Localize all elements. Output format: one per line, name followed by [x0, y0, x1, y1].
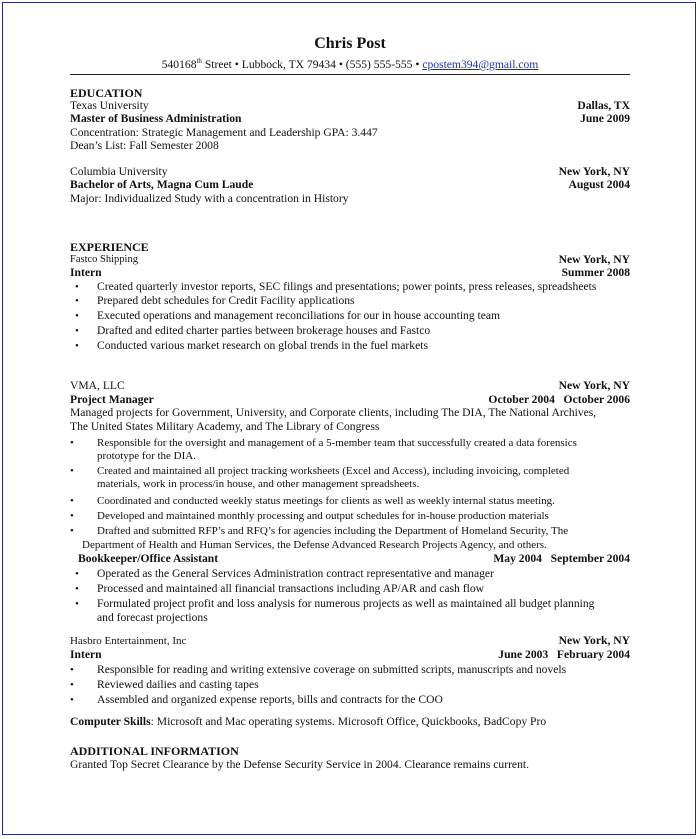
- bullet-marker: •: [70, 465, 74, 477]
- city: Lubbock, TX 79434: [241, 58, 336, 71]
- bullet-marker: •: [70, 694, 74, 706]
- education-detail: Major: Individualized Study with a concentration in History: [70, 192, 349, 205]
- header-divider: [70, 74, 630, 75]
- bullet-text: Developed and maintained monthly processing and output schedules for in-house production materials: [97, 510, 549, 522]
- bullet-text-cont: and forecast projections: [97, 611, 208, 624]
- bullet-text: Operated as the General Services Administration contract representative and manager: [97, 567, 494, 580]
- additional-heading: ADDITIONAL INFORMATION: [70, 744, 239, 758]
- bullet-marker: •: [75, 281, 79, 293]
- bullet-marker: •: [70, 525, 74, 537]
- contact-line: [0, 58, 700, 72]
- degree-date: June 2009: [580, 112, 630, 125]
- bullet-marker: •: [75, 310, 79, 322]
- bullet-text: Conducted various market research on global trends in the fuel markets: [97, 339, 428, 352]
- company-name: Fastco Shipping: [70, 254, 138, 265]
- bullet-marker: •: [75, 295, 79, 307]
- email-link[interactable]: cpostem394@gmail.com: [422, 58, 539, 71]
- job-role: Bookkeeper/Office Assistant: [78, 552, 219, 565]
- skills-label: Computer Skills: [70, 715, 151, 728]
- street-suffix: th: [196, 57, 202, 66]
- company-location: New York, NY: [558, 634, 630, 647]
- bullet-text: Drafted and edited charter parties between brokerage houses and Fastco: [97, 324, 431, 337]
- job-role: Intern: [70, 648, 102, 661]
- job-role: Intern: [70, 266, 102, 279]
- bullet-marker: •: [75, 325, 79, 337]
- school-name: Texas University: [70, 99, 149, 112]
- phone: (555) 555-555: [345, 58, 413, 71]
- bullet-text-cont: prototype for the DIA.: [97, 450, 196, 462]
- bullet-text: Responsible for the oversight and management of a 5-member team that successfully created a data forensics: [97, 437, 577, 449]
- bullet-text: Created and maintained all project tracking worksheets (Excel and Access), including invoicing, completed: [97, 465, 570, 477]
- computer-skills: [70, 715, 546, 729]
- education-heading: EDUCATION: [70, 86, 143, 100]
- experience-heading: EXPERIENCE: [70, 240, 149, 254]
- skills-text: : Microsoft and Mac operating systems. Microsoft Office, Quickbooks, BadCopy Pro: [150, 715, 547, 728]
- degree: Master of Business Administration: [70, 112, 242, 125]
- degree: Bachelor of Arts, Magna Cum Laude: [70, 178, 254, 191]
- street-name: Street: [201, 58, 232, 71]
- company-name: VMA, LLC: [70, 379, 125, 392]
- bullet-marker: •: [70, 664, 74, 676]
- separator-dot: •: [234, 58, 239, 71]
- bullet-marker: •: [70, 495, 74, 507]
- bullet-text: Created quarterly investor reports, SEC filings and presentations; power points, press releases, spreadsheets: [97, 280, 597, 293]
- bullet-text: Responsible for reading and writing extensive coverage on submitted scripts, manuscripts and novels: [97, 663, 567, 676]
- job-summary: The United States Military Academy, and The Library of Congress: [70, 420, 380, 433]
- street-number: 540168: [161, 58, 197, 71]
- bullet-marker: •: [70, 679, 74, 691]
- bullet-marker: •: [70, 510, 74, 522]
- additional-text: Granted Top Secret Clearance by the Defense Security Service in 2004. Clearance remains current.: [70, 758, 529, 771]
- company-location: New York, NY: [558, 379, 630, 392]
- company-location: New York, NY: [558, 253, 630, 266]
- company-name: Hasbro Entertainment, Inc: [70, 635, 187, 647]
- degree-date: August 2004: [568, 178, 630, 191]
- bullet-text: Prepared debt schedules for Credit Facility applications: [97, 294, 355, 307]
- bullet-marker: •: [75, 568, 79, 580]
- job-date: October 2004 October 2006: [488, 393, 630, 406]
- bullet-text: Drafted and submitted RFP’s and RFQ’s for agencies including the Department of Homeland Security, The: [97, 525, 569, 537]
- bullet-text: Assembled and organized expense reports, bills and contracts for the COO: [97, 693, 443, 706]
- education-detail: Dean’s List: Fall Semester 2008: [70, 139, 219, 152]
- bullet-text-cont: Department of Health and Human Services, the Defense Advanced Research Projects Agency, and others.: [82, 539, 547, 551]
- education-detail: Concentration: Strategic Management and Leadership GPA: 3.447: [70, 126, 378, 139]
- job-role: Project Manager: [70, 393, 154, 406]
- school-name: Columbia University: [70, 165, 168, 178]
- separator-dot: •: [415, 58, 420, 71]
- bullet-text: Executed operations and management reconciliations for our in house accounting team: [97, 309, 501, 322]
- bullet-marker: •: [75, 583, 79, 595]
- bullet-text: Processed and maintained all financial transactions including AP/AR and cash flow: [97, 582, 485, 595]
- bullet-marker: •: [70, 437, 74, 449]
- bullet-text: Coordinated and conducted weekly status meetings for clients as well as weekly internal status meeting.: [97, 495, 555, 507]
- bullet-text: Formulated project profit and loss analysis for numerous projects as well as maintained all budget planning: [97, 597, 595, 610]
- separator-dot: •: [338, 58, 343, 71]
- candidate-name: Chris Post: [314, 35, 386, 52]
- job-date: June 2003 February 2004: [498, 648, 630, 661]
- bullet-text: Reviewed dailies and casting tapes: [97, 678, 259, 691]
- bullet-marker: •: [75, 598, 79, 610]
- job-summary: Managed projects for Government, University, and Corporate clients, including The DIA, The National Archives,: [70, 406, 597, 419]
- school-location: Dallas, TX: [577, 99, 630, 112]
- job-date: Summer 2008: [561, 266, 630, 279]
- bullet-text-cont: materials, work in process/in house, and other management spreadsheets.: [97, 478, 420, 490]
- school-location: New York, NY: [558, 165, 630, 178]
- bullet-marker: •: [75, 340, 79, 352]
- job-date: May 2004 September 2004: [493, 552, 630, 565]
